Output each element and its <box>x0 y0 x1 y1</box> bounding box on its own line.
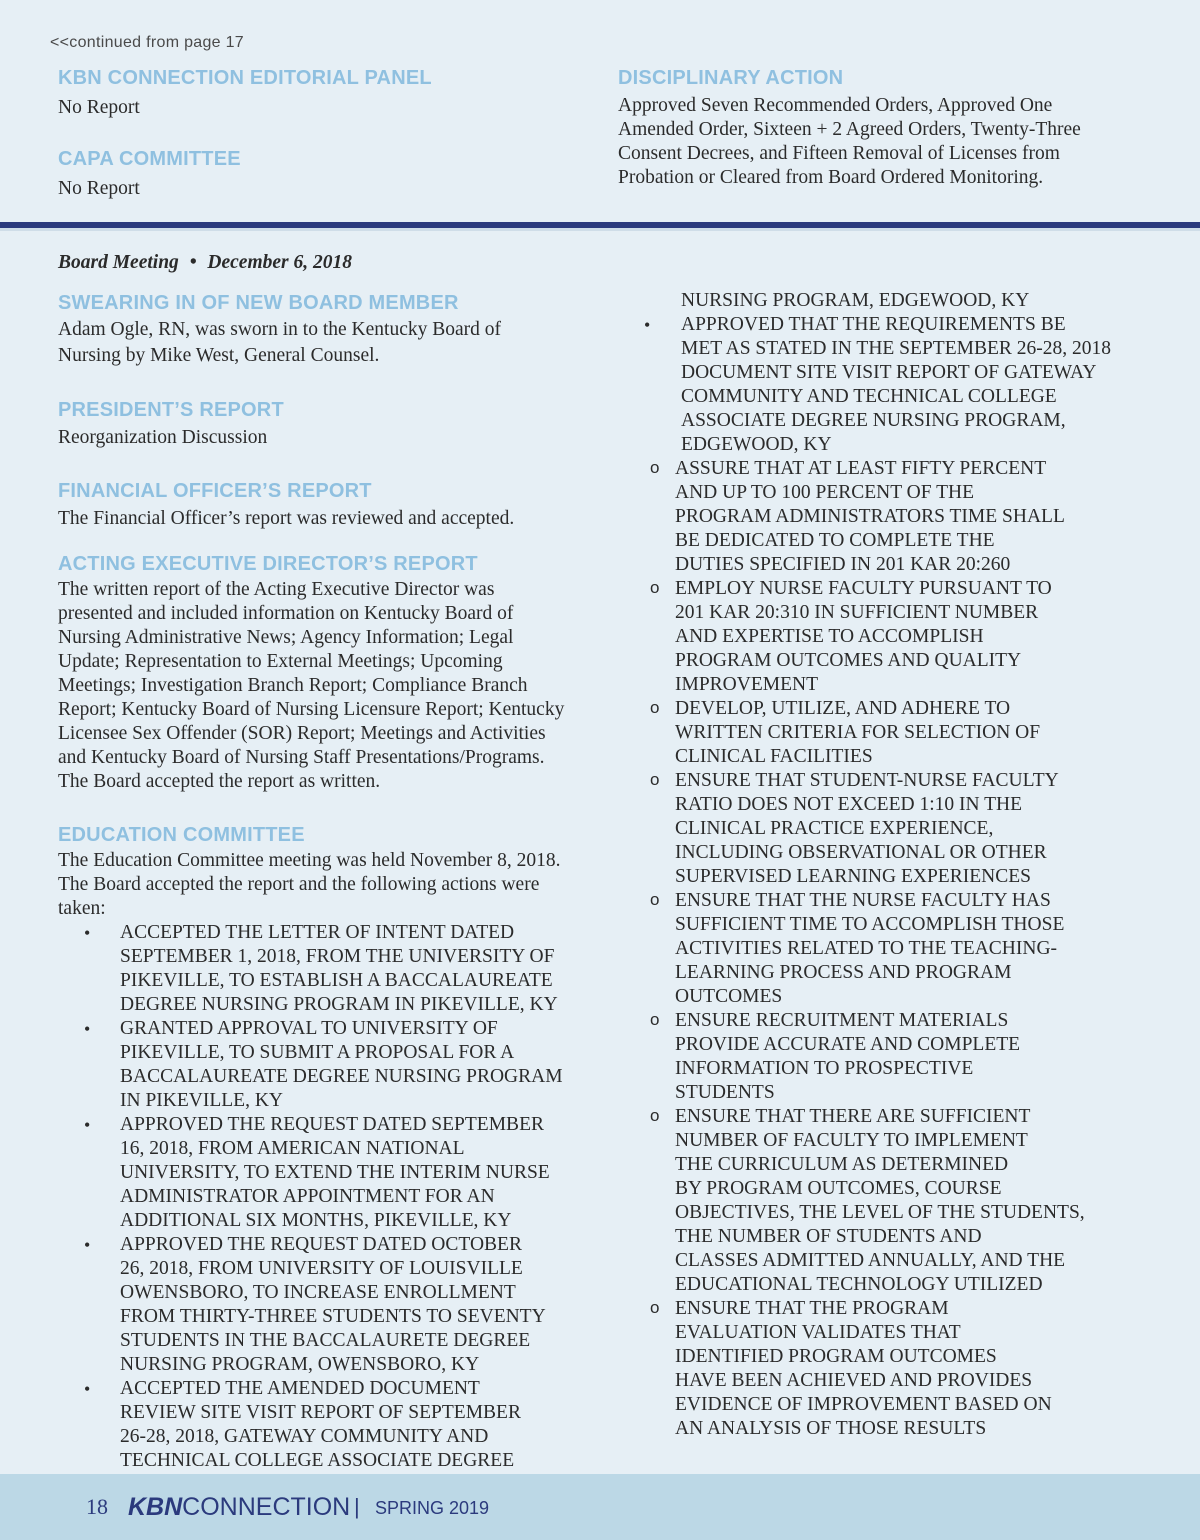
financial-heading: FINANCIAL OFFICER’S REPORT <box>58 480 372 502</box>
education-section <box>58 824 573 1473</box>
acting-heading: ACTING EXECUTIVE DIRECTOR’S REPORT <box>58 553 478 575</box>
acting-section <box>58 553 573 794</box>
meeting-title: Board Meeting <box>58 252 179 273</box>
page-footer <box>0 1474 1200 1540</box>
disciplinary-heading: DISCIPLINARY ACTION <box>618 67 844 89</box>
education-intro: The Education Committee meeting was held November 8, 2018. The Board accepted the report and the following actions were taken: <box>58 850 561 919</box>
kbn-connection-logo: KBNCONNECTION <box>128 1493 351 1521</box>
top-right-column <box>618 67 1138 190</box>
requirements-sublist <box>600 457 1140 1441</box>
right-column <box>640 289 1140 1441</box>
president-section <box>58 399 573 450</box>
list-item: • ACCEPTED THE AMENDED DOCUMENT REVIEW SITE VISIT REPORT OF SEPTEMBER 26-28, 2018, GATEWAY COMMUNITY AND TECHNICAL COLLEGE ASSOCIATE DEGREE <box>84 1378 521 1471</box>
capa-heading: CAPA COMMITTEE <box>58 148 241 170</box>
footer-separator: | <box>354 1494 360 1519</box>
president-heading: PRESIDENT’S REPORT <box>58 399 284 421</box>
president-text: Reorganization Discussion <box>58 427 268 448</box>
swearing-text: Adam Ogle, RN, was sworn in to the Kentucky Board of Nursing by Mike West, General Counsel. <box>58 319 502 366</box>
education-heading: EDUCATION COMMITTEE <box>58 824 305 846</box>
swearing-section <box>58 292 573 369</box>
sub-list-item: o ENSURE THAT THE NURSE FACULTY HAS SUFFICIENT TIME TO ACCOMPLISH THOSE ACTIVITIES RELATED TO THE TEACHING- LEARNING PROCESS AND PROGRAM OUTCOMES <box>650 890 1065 1007</box>
list-item: • GRANTED APPROVAL TO UNIVERSITY OF PIKEVILLE, TO SUBMIT A PROPOSAL FOR A BACCALAUREATE DEGREE NURSING PROGRAM IN PIKEVILLE, KY <box>84 1018 563 1111</box>
list-item: • APPROVED THE REQUEST DATED SEPTEMBER 16, 2018, FROM AMERICAN NATIONAL UNIVERSITY, TO EXTEND THE INTERIM NURSE ADMINISTRATOR APPOINTMENT FOR AN ADDITIONAL SIX MONTHS, PIKEVILLE, KY <box>84 1114 550 1231</box>
capa-text: No Report <box>58 178 140 199</box>
list-item: • ACCEPTED THE LETTER OF INTENT DATED SEPTEMBER 1, 2018, FROM THE UNIVERSITY OF PIKEVILLE, TO ESTABLISH A BACCALAUREATE DEGREE NURSING PROGRAM IN PIKEVILLE, KY <box>84 922 558 1015</box>
disciplinary-text: Approved Seven Recommended Orders, Approved One Amended Order, Sixteen + 2 Agreed Orders, Twenty-Three Consent Decrees, and Fifteen Removal of Licenses from Probation or Cleared from Board Ordered Monitoring. <box>618 95 1081 188</box>
page-number: 18 <box>86 1494 108 1519</box>
sub-list-item: o ASSURE THAT AT LEAST FIFTY PERCENT AND UP TO 100 PERCENT OF THE PROGRAM ADMINISTRATORS TIME SHALL BE DEDICATED TO COMPLETE THE DUTIES SPECIFIED IN 201 KAR 20:260 <box>650 458 1065 575</box>
top-left-column <box>58 67 578 201</box>
sub-list-item: o ENSURE RECRUITMENT MATERIALS PROVIDE ACCURATE AND COMPLETE INFORMATION TO PROSPECTIVE STUDENTS <box>650 1010 1021 1103</box>
editorial-panel-heading: KBN CONNECTION EDITORIAL PANEL <box>58 67 432 89</box>
left-column <box>58 292 573 1495</box>
financial-text: The Financial Officer’s report was reviewed and accepted. <box>58 508 515 529</box>
swearing-heading: SWEARING IN OF NEW BOARD MEMBER <box>58 292 459 314</box>
continued-note: <<continued from page 17 <box>50 34 245 51</box>
meeting-date-line <box>58 252 352 274</box>
sub-list-item: o ENSURE THAT THE PROGRAM EVALUATION VALIDATES THAT IDENTIFIED PROGRAM OUTCOMES HAVE BEEN ACHIEVED AND PROVIDES EVIDENCE OF IMPROVEMENT BASED ON AN ANALYSIS OF THOSE RESULTS <box>650 1298 1052 1439</box>
meeting-bullet: • <box>189 252 197 273</box>
divider-shadow <box>0 228 1200 231</box>
list-item: • APPROVED THAT THE REQUIREMENTS BE MET AS STATED IN THE SEPTEMBER 26-28, 2018 DOCUMENT SITE VISIT REPORT OF GATEWAY COMMUNITY AND TECHNICAL COLLEGE ASSOCIATE DEGREE NURSING PROGRAM, EDGEWOOD, KY <box>644 314 1111 455</box>
list-item: • APPROVED THE REQUEST DATED OCTOBER 26, 2018, FROM UNIVERSITY OF LOUISVILLE OWENSBORO, TO INCREASE ENROLLMENT FROM THIRTY-THREE STUDENTS TO SEVENTY STUDENTS IN THE BACCALAURETE DEGREE NURSING PROGRAM, OWENSBORO, KY <box>84 1234 546 1375</box>
education-actions-list <box>58 921 573 1473</box>
continued-item-text: NURSING PROGRAM, EDGEWOOD, KY <box>681 290 1030 311</box>
editorial-panel-text: No Report <box>58 97 140 118</box>
sub-list-item: o ENSURE THAT STUDENT-NURSE FACULTY RATIO DOES NOT EXCEED 1:10 IN THE CLINICAL PRACTICE EXPERIENCE, INCLUDING OBSERVATIONAL OR OTHER SUPERVISED LEARNING EXPERIENCES <box>650 770 1059 887</box>
sub-list-item: o EMPLOY NURSE FACULTY PURSUANT TO 201 KAR 20:310 IN SUFFICIENT NUMBER AND EXPERTISE TO ACCOMPLISH PROGRAM OUTCOMES AND QUALITY IMPROVEMENT <box>650 578 1052 695</box>
issue-label: SPRING 2019 <box>375 1498 490 1518</box>
sub-list-item: o DEVELOP, UTILIZE, AND ADHERE TO WRITTEN CRITERIA FOR SELECTION OF CLINICAL FACILITIES <box>650 698 1041 767</box>
meeting-date: December 6, 2018 <box>207 252 352 273</box>
sub-list-item: o ENSURE THAT THERE ARE SUFFICIENT NUMBER OF FACULTY TO IMPLEMENT THE CURRICULUM AS DETERMINED BY PROGRAM OUTCOMES, COURSE OBJECTIVES, THE LEVEL OF THE STUDENTS, THE NUMBER OF STUDENTS AND CLASSES ADMITTED ANNUALLY, AND THE EDUCATIONAL TECHNOLOGY UTILIZED <box>650 1106 1085 1295</box>
acting-text: The written report of the Acting Executive Director was presented and included information on Kentucky Board of Nursing Administrative News; Agency Information; Legal Update; Representation to External Meetings; Upcoming Meetings; Investigation Branch Report; Compliance Branch Report; Kentucky Board of Nursing Licensure Report; Kentucky Licensee Sex Offender (SOR) Report; Meetings and Activities and Kentucky Board of Nursing Staff Presentations/Programs. The Board accepted the report as written. <box>58 579 565 792</box>
financial-section <box>58 480 573 531</box>
